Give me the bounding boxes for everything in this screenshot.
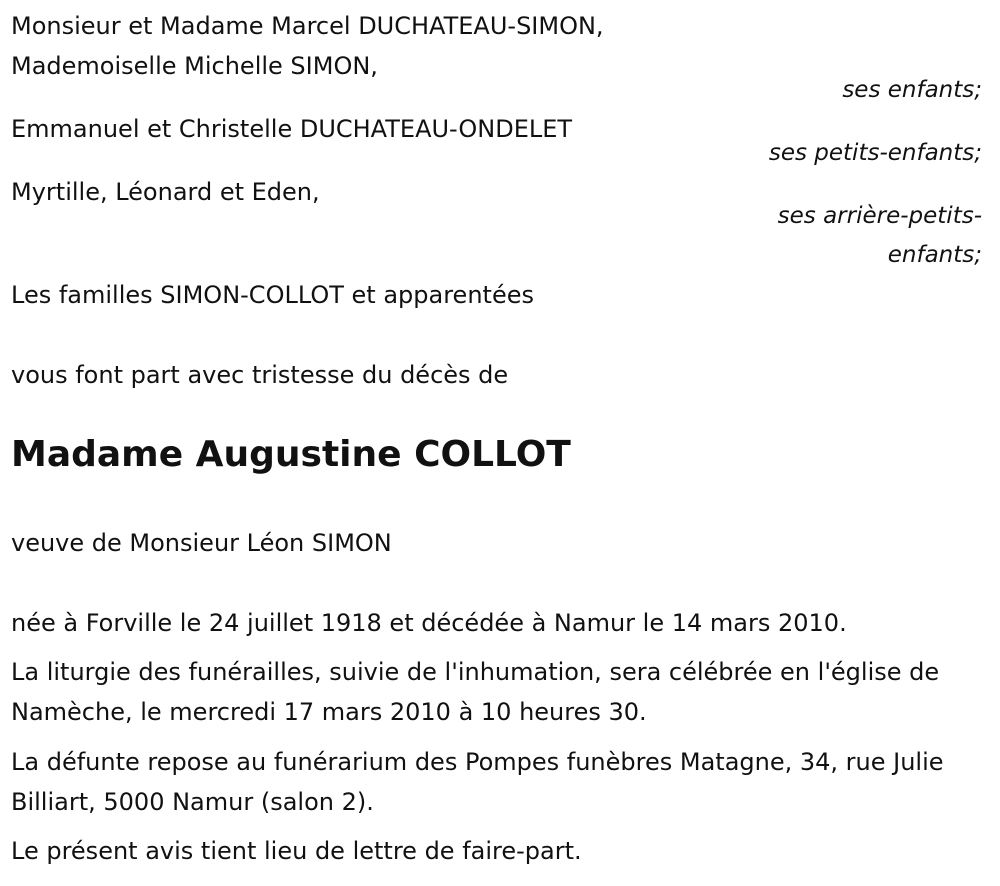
widow-line: veuve de Monsieur Léon SIMON (11, 529, 392, 557)
grandchildren-line: Emmanuel et Christelle DUCHATEAU-ONDELET (11, 115, 573, 143)
children-relation-label: ses enfants; (842, 77, 982, 103)
great-grandchildren-line: Myrtille, Léonard et Eden, (11, 178, 320, 206)
closing-line: Le présent avis tient lieu de lettre de faire-part. (11, 837, 582, 865)
great-grandchildren-relation-label-2: enfants; (887, 242, 982, 268)
children-line-2: Mademoiselle Michelle SIMON, (11, 52, 378, 80)
deceased-name: Madame Augustine COLLOT (11, 434, 571, 475)
funeral-liturgy-paragraph: La liturgie des funérailles, suivie de l'inhumation, sera célébrée en l'église de Namèche, le mercredi 17 mars 2010 à 10 heures 30. (11, 658, 940, 726)
great-grandchildren-relation-label-1: ses arrière-petits- (777, 203, 982, 229)
related-families-line: Les familles SIMON-COLLOT et apparentées (11, 281, 534, 309)
announcement-intro: vous font part avec tristesse du décès de (11, 361, 509, 389)
obituary-notice (11, 0, 991, 886)
funerarium-paragraph: La défunte repose au funérarium des Pompes funèbres Matagne, 34, rue Julie Billiart, 5000 Namur (salon 2). (11, 748, 944, 816)
children-line-1: Monsieur et Madame Marcel DUCHATEAU-SIMON, (11, 12, 604, 40)
grandchildren-relation-label: ses petits-enfants; (768, 140, 982, 166)
birth-death-line: née à Forville le 24 juillet 1918 et décédée à Namur le 14 mars 2010. (11, 609, 847, 637)
